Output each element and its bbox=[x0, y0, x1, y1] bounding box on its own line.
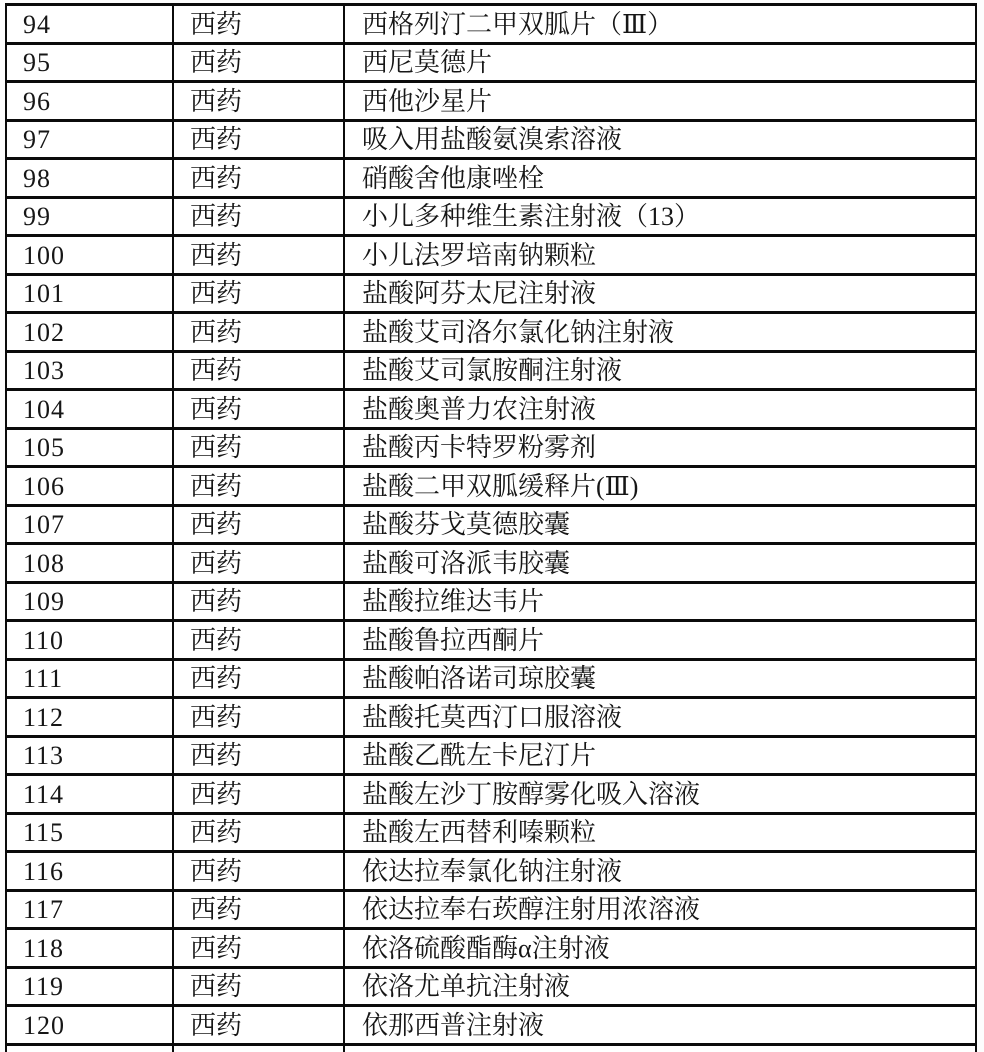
row-number-cell: 105 bbox=[23, 433, 65, 463]
table-row bbox=[7, 930, 975, 969]
drug-name-cell: 盐酸丙卡特罗粉雾剂 bbox=[343, 430, 975, 466]
row-number-cell: 102 bbox=[23, 317, 65, 347]
category-cell: 西药 bbox=[172, 276, 343, 312]
drug-name-cell: 硝酸舍他康唑栓 bbox=[343, 160, 975, 196]
table-row bbox=[7, 815, 975, 854]
drug-table bbox=[5, 3, 977, 1052]
category-cell: 西药 bbox=[172, 45, 343, 81]
table-row bbox=[7, 738, 975, 777]
row-number-cell: 106 bbox=[23, 471, 65, 501]
row-number-cell: 101 bbox=[23, 279, 65, 309]
category-cell: 西药 bbox=[172, 776, 343, 812]
category-cell: 西药 bbox=[172, 6, 343, 42]
table-row bbox=[7, 545, 975, 584]
category-cell: 西药 bbox=[172, 314, 343, 350]
drug-name-cell: 盐酸鲁拉西酮片 bbox=[343, 622, 975, 658]
row-number-cell: 97 bbox=[23, 125, 51, 155]
row-number-cell: 98 bbox=[23, 163, 51, 193]
table-row bbox=[7, 661, 975, 700]
drug-name-cell: 盐酸乙酰左卡尼汀片 bbox=[343, 738, 975, 774]
category-cell: 西药 bbox=[172, 507, 343, 543]
drug-name-cell: 盐酸艾司氯胺酮注射液 bbox=[343, 353, 975, 389]
category-cell: 西药 bbox=[172, 545, 343, 581]
row-number-cell: 111 bbox=[23, 664, 64, 694]
drug-name-cell: 盐酸奥普力农注射液 bbox=[343, 391, 975, 427]
drug-name-cell: 盐酸左西替利嗪颗粒 bbox=[343, 815, 975, 851]
table-row bbox=[7, 122, 975, 161]
category-cell: 西药 bbox=[172, 584, 343, 620]
row-number-cell: 107 bbox=[23, 510, 65, 540]
table-row bbox=[7, 776, 975, 815]
category-cell: 西药 bbox=[172, 699, 343, 735]
drug-name-cell: 依洛硫酸酯酶α注射液 bbox=[343, 930, 975, 966]
category-cell: 西药 bbox=[172, 661, 343, 697]
row-number-cell: 109 bbox=[23, 587, 65, 617]
drug-name-cell: 盐酸帕洛诺司琼胶囊 bbox=[343, 661, 975, 697]
table-row bbox=[7, 468, 975, 507]
row-number-cell: 99 bbox=[23, 202, 51, 232]
row-number-cell: 103 bbox=[23, 356, 65, 386]
drug-name-cell: 盐酸托莫西汀口服溶液 bbox=[343, 699, 975, 735]
category-cell: 西药 bbox=[172, 815, 343, 851]
drug-name-cell: 盐酸艾司洛尔氯化钠注射液 bbox=[343, 314, 975, 350]
category-cell bbox=[172, 1046, 343, 1052]
row-number-cell: 100 bbox=[23, 240, 65, 270]
row-number-cell: 115 bbox=[23, 818, 65, 848]
table-row bbox=[7, 160, 975, 199]
drug-name-cell: 盐酸二甲双胍缓释片(Ⅲ) bbox=[343, 468, 975, 504]
category-cell: 西药 bbox=[172, 353, 343, 389]
table-row bbox=[7, 45, 975, 84]
row-number-cell: 113 bbox=[23, 741, 65, 771]
row-number-cell: 95 bbox=[23, 48, 51, 78]
drug-name-cell: 盐酸拉维达韦片 bbox=[343, 584, 975, 620]
table-row bbox=[7, 1007, 975, 1046]
table-row bbox=[7, 969, 975, 1008]
category-cell: 西药 bbox=[172, 391, 343, 427]
row-number-cell: 117 bbox=[23, 895, 65, 925]
table-row bbox=[7, 507, 975, 546]
table-row bbox=[7, 199, 975, 238]
table-row bbox=[7, 892, 975, 931]
table-row bbox=[7, 391, 975, 430]
row-number-cell: 96 bbox=[23, 86, 51, 116]
drug-name-cell: 小儿法罗培南钠颗粒 bbox=[343, 237, 975, 273]
table-row bbox=[7, 853, 975, 892]
table-row bbox=[7, 237, 975, 276]
row-number-cell: 112 bbox=[23, 702, 65, 732]
drug-name-cell: 盐酸芬戈莫德胶囊 bbox=[343, 507, 975, 543]
category-cell: 西药 bbox=[172, 468, 343, 504]
table-row bbox=[7, 276, 975, 315]
row-number-cell: 116 bbox=[23, 856, 65, 886]
category-cell: 西药 bbox=[172, 430, 343, 466]
category-cell: 西药 bbox=[172, 930, 343, 966]
drug-name-cell: 盐酸可洛派韦胶囊 bbox=[343, 545, 975, 581]
table-row bbox=[7, 584, 975, 623]
drug-name-cell: 盐酸左沙丁胺醇雾化吸入溶液 bbox=[343, 776, 975, 812]
row-number-cell bbox=[7, 1046, 172, 1052]
table-row bbox=[7, 6, 975, 45]
category-cell: 西药 bbox=[172, 853, 343, 889]
table-row bbox=[7, 353, 975, 392]
row-number-cell: 110 bbox=[23, 625, 65, 655]
category-cell: 西药 bbox=[172, 199, 343, 235]
drug-name-cell: 小儿多种维生素注射液（13） bbox=[343, 199, 975, 235]
drug-name-cell: 依那西普注射液 bbox=[343, 1007, 975, 1043]
drug-name-cell: 西格列汀二甲双胍片（Ⅲ） bbox=[343, 6, 975, 42]
table-row-partial bbox=[7, 1046, 975, 1052]
category-cell: 西药 bbox=[172, 160, 343, 196]
row-number-cell: 108 bbox=[23, 548, 65, 578]
table-row bbox=[7, 430, 975, 469]
category-cell: 西药 bbox=[172, 622, 343, 658]
drug-name-cell: 西他沙星片 bbox=[343, 83, 975, 119]
drug-name-cell: 依洛尤单抗注射液 bbox=[343, 969, 975, 1005]
category-cell: 西药 bbox=[172, 1007, 343, 1043]
category-cell: 西药 bbox=[172, 892, 343, 928]
category-cell: 西药 bbox=[172, 738, 343, 774]
drug-name-cell: 依达拉奉右莰醇注射用浓溶液 bbox=[343, 892, 975, 928]
row-number-cell: 94 bbox=[23, 9, 51, 39]
drug-name-cell: 吸入用盐酸氨溴索溶液 bbox=[343, 122, 975, 158]
table-row bbox=[7, 314, 975, 353]
table-row bbox=[7, 83, 975, 122]
table-row bbox=[7, 622, 975, 661]
category-cell: 西药 bbox=[172, 83, 343, 119]
drug-name-cell bbox=[343, 1046, 975, 1052]
category-cell: 西药 bbox=[172, 237, 343, 273]
drug-name-cell: 盐酸阿芬太尼注射液 bbox=[343, 276, 975, 312]
drug-name-cell: 西尼莫德片 bbox=[343, 45, 975, 81]
category-cell: 西药 bbox=[172, 122, 343, 158]
row-number-cell: 114 bbox=[23, 779, 65, 809]
drug-name-cell: 依达拉奉氯化钠注射液 bbox=[343, 853, 975, 889]
row-number-cell: 119 bbox=[23, 972, 65, 1002]
table-row bbox=[7, 699, 975, 738]
row-number-cell: 104 bbox=[23, 394, 65, 424]
row-number-cell: 118 bbox=[23, 933, 65, 963]
row-number-cell: 120 bbox=[23, 1010, 65, 1040]
category-cell: 西药 bbox=[172, 969, 343, 1005]
